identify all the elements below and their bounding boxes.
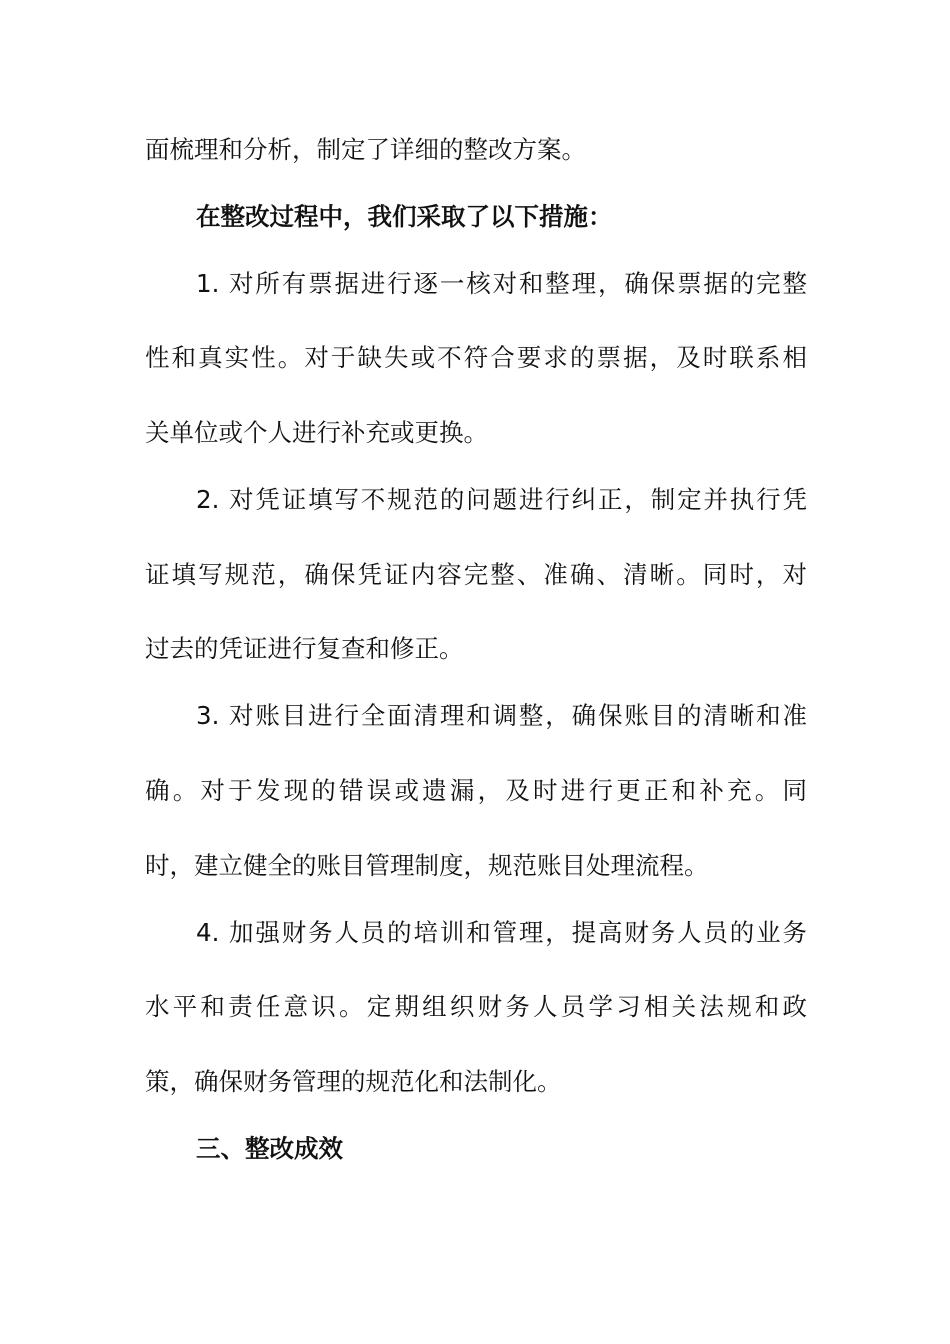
- measure-3-line-3: 时，建立健全的账目管理制度，规范账目处理流程。: [145, 851, 709, 880]
- section-heading-rectification-results: 三、整改成效: [196, 1134, 343, 1163]
- measure-3-line-1: 3. 对账目进行全面清理和调整，确保账目的清晰和准: [196, 701, 807, 730]
- measure-2-line-2: 证填写规范，确保凭证内容完整、准确、清晰。同时，对: [145, 560, 807, 589]
- measure-3-line-2: 确。对于发现的错误或遗漏，及时进行更正和补充。同: [145, 776, 807, 805]
- measures-intro-heading: 在整改过程中，我们采取了以下措施：: [196, 202, 613, 231]
- measure-1-line-2: 性和真实性。对于缺失或不符合要求的票据，及时联系相: [145, 343, 807, 372]
- paragraph-continuation-line: 面梳理和分析，制定了详细的整改方案。: [145, 135, 586, 164]
- measure-4-line-3: 策，确保财务管理的规范化和法制化。: [145, 1067, 562, 1096]
- measure-1-line-3: 关单位或个人进行补充或更换。: [145, 418, 488, 447]
- measure-2-line-3: 过去的凭证进行复查和修正。: [145, 634, 464, 663]
- measure-4-line-1: 4. 加强财务人员的培训和管理，提高财务人员的业务: [196, 918, 807, 947]
- measure-2-line-1: 2. 对凭证填写不规范的问题进行纠正，制定并执行凭: [196, 485, 807, 514]
- measure-4-line-2: 水平和责任意识。定期组织财务人员学习相关法规和政: [145, 992, 807, 1021]
- measure-1-line-1: 1. 对所有票据进行逐一核对和整理，确保票据的完整: [196, 269, 807, 298]
